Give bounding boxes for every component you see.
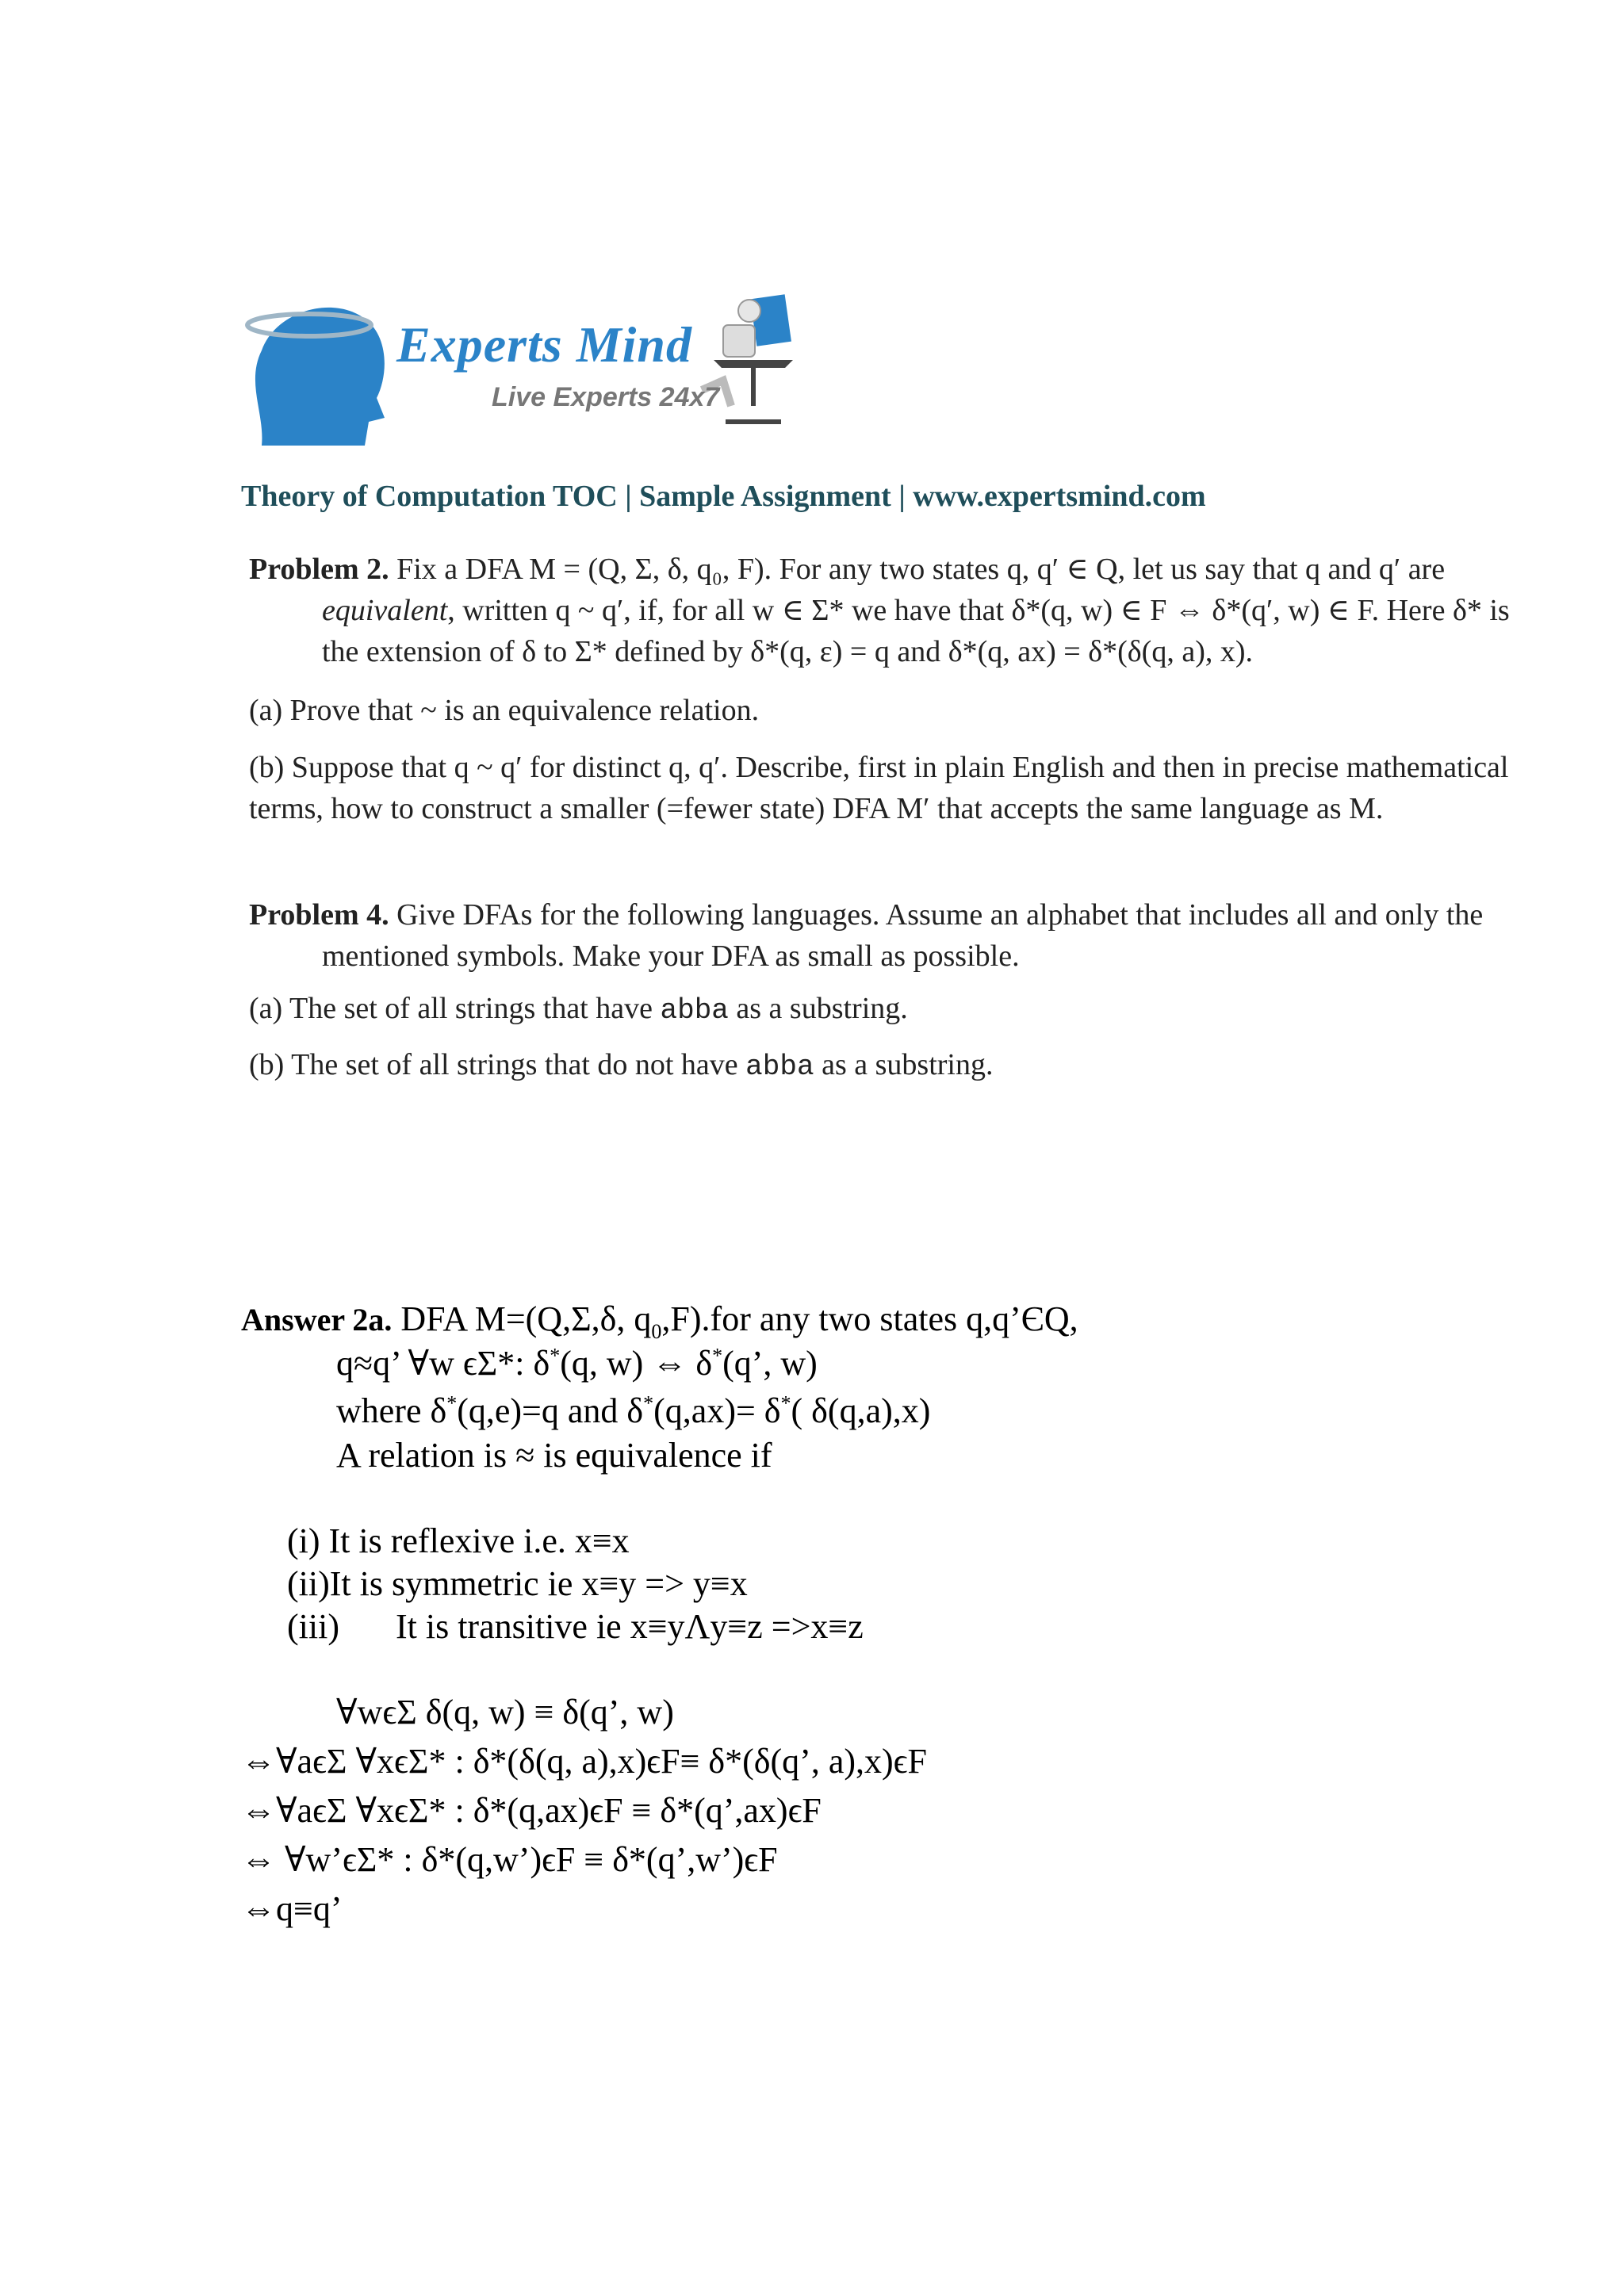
star-superscript: * [446, 1391, 458, 1415]
problem-2-line-3: the extension of δ to Σ* defined by δ*(q, ε) = q and δ*(q, ax) = δ*(δ(q, a), x). [322, 635, 1254, 668]
answer-line-2-part-a: q≈q’ ∀w ϵΣ*: δ [336, 1344, 550, 1383]
problem-4-line-2: mentioned symbols. Make your DFA as small as possible. [322, 939, 1020, 973]
star-superscript: * [780, 1391, 791, 1415]
problem-4-part-a-code: abba [660, 994, 729, 1027]
problem-4-part-a-text: (a) The set of all strings that have [249, 992, 653, 1025]
problem-4-statement [249, 894, 1542, 977]
problem-2 [249, 549, 1542, 829]
problem-2-line-1: Fix a DFA M = (Q, Σ, δ, q₀, F). For any two states q, q′ ∈ Q, let us say that q and q′ are [396, 553, 1446, 586]
problem-4-part-a [249, 988, 1542, 1031]
problem-2-label: Problem 2. [249, 553, 389, 586]
logo-tagline: Live Experts 24x7 [492, 382, 720, 412]
star-superscript: * [550, 1344, 561, 1368]
problem-2-part-b-line-1: (b) Suppose that q ~ q′ for distinct q, q′. Describe, first in plain English and then in precise mathematical [249, 751, 1509, 784]
answer-line-3 [336, 1389, 930, 1433]
logo-name: Experts Mind [396, 316, 692, 373]
answer-intro [241, 1297, 1078, 1342]
problem-2-term-equivalent: equivalent [322, 594, 448, 627]
proof-line-4: ⇔ ∀w’ϵΣ* : δ*(q,w’)ϵF ≡ δ*(q’,w’)ϵF [241, 1840, 778, 1879]
answer-line-2-part-b: (q, w) ⇔ δ [560, 1344, 713, 1383]
page-title: Theory of Computation TOC | Sample Assignment | www.expertsmind.com [241, 480, 1206, 513]
answer-line-3-part-c: (q,ax)= δ [653, 1391, 781, 1430]
problem-4-part-b [249, 1044, 1542, 1088]
problem-4-line-1: Give DFAs for the following languages. Assume an alphabet that includes all and only the [396, 898, 1484, 932]
problem-2-part-b [249, 747, 1542, 829]
problem-2-part-b-line-2: terms, how to construct a smaller (=fewer state) DFA M′ that accepts the same language as M. [249, 792, 1384, 825]
answer-label: Answer 2a. [241, 1302, 393, 1337]
answer-intro-text: DFA M=(Q,Σ,δ, q [400, 1299, 652, 1338]
answer-line-2 [336, 1341, 818, 1386]
problem-4-part-b-suffix: as a substring. [822, 1048, 994, 1081]
answer-line-4: A relation is ≈ is equivalence if [336, 1436, 772, 1475]
answer-line-2-part-c: (q’, w) [722, 1344, 818, 1383]
problem-2-statement [249, 549, 1542, 672]
problem-2-part-a: (a) Prove that ~ is an equivalence relation. [249, 694, 760, 727]
answer-intro-end: ,F).for any two states q,q’ЄQ, [661, 1299, 1078, 1338]
star-superscript: * [643, 1391, 654, 1415]
proof-line-5: ⇔q≡q’ [241, 1889, 343, 1928]
condition-reflexive: (i) It is reflexive i.e. x≡x [287, 1521, 630, 1560]
problem-4-part-b-code: abba [745, 1050, 814, 1083]
answer-intro-subscript: 0 [651, 1319, 662, 1343]
condition-transitive-number: (iii) [287, 1607, 339, 1646]
problem-4-label: Problem 4. [249, 898, 389, 932]
condition-symmetric: (ii)It is symmetric ie x≡y => y≡x [287, 1564, 748, 1603]
problem-2-line-2: , written q ~ q′, if, for all w ∈ Σ* we have that δ*(q, w) ∈ F ⇔ δ*(q′, w) ∈ F. Here δ* is [447, 594, 1510, 627]
answer-line-3-part-b: (q,e)=q and δ [457, 1391, 644, 1430]
proof-line-1: ∀wϵΣ δ(q, w) ≡ δ(q’, w) [336, 1693, 674, 1732]
condition-transitive [287, 1605, 864, 1649]
proof-line-2: ⇔∀aϵΣ ∀xϵΣ* : δ*(δ(q, a),x)ϵF≡ δ*(δ(q’, a),x)ϵF [241, 1742, 927, 1781]
answer-line-3-part-a: where δ [336, 1391, 447, 1430]
problem-4-part-b-text: (b) The set of all strings that do not have [249, 1048, 738, 1081]
answer-line-3-part-d: ( δ(q,a),x) [791, 1391, 931, 1430]
proof-line-3: ⇔∀aϵΣ ∀xϵΣ* : δ*(q,ax)ϵF ≡ δ*(q’,ax)ϵF [241, 1791, 822, 1830]
condition-transitive-text: It is transitive ie x≡yΛy≡z =>x≡z [395, 1607, 864, 1646]
star-superscript: * [712, 1344, 723, 1368]
problem-4 [249, 894, 1542, 1088]
problem-4-part-a-suffix: as a substring. [736, 992, 908, 1025]
